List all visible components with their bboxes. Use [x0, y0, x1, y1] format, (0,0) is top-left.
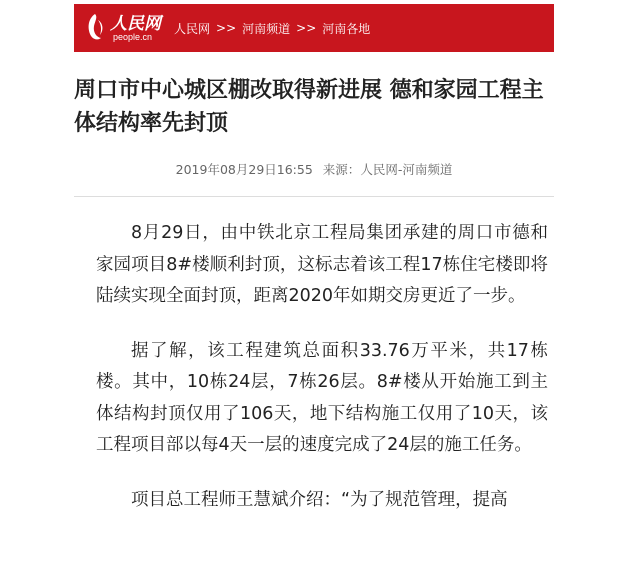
article-meta: [74, 160, 554, 178]
article-paragraph: 据了解，该工程建筑总面积33.76万平米，共17栋楼。其中，10栋24层，7栋26层。8#楼从开始施工到主体结构封顶仅用了106天，地下结构施工仅用了10天，该工程项目部以每4天一层的速度完成了24层的施工任务。: [96, 340, 548, 455]
breadcrumb: [174, 4, 370, 52]
article-title: 周口市中心城区棚改取得新进展 德和家园工程主体结构率先封顶: [74, 78, 544, 136]
breadcrumb-link-people[interactable]: 人民网: [174, 21, 211, 36]
site-header: [74, 4, 554, 52]
logo-name: 人民网: [110, 14, 161, 34]
title-divider: [74, 196, 554, 197]
article-body: [96, 218, 548, 539]
article-source-link[interactable]: 人民网-河南频道: [360, 162, 453, 177]
breadcrumb-separator: >>: [216, 21, 237, 35]
article-source-label: 来源：: [322, 162, 361, 177]
breadcrumb-link-henan-local[interactable]: 河南各地: [322, 21, 371, 36]
logo-domain: people.cn: [113, 32, 153, 42]
article-date: 2019年08月29日16:55: [175, 162, 313, 177]
site-logo[interactable]: [84, 10, 168, 46]
article-paragraph: 8月29日，由中铁北京工程局集团承建的周口市德和家园项目8#楼顺利封顶，这标志着该工程17栋住宅楼即将陆续实现全面封顶，距离2020年如期交房更近了一步。: [96, 223, 548, 306]
article-paragraph: 项目总工程师王慧斌介绍：“为了规范管理，提高: [131, 489, 508, 510]
people-logo-emblem-icon: [84, 12, 106, 42]
breadcrumb-separator: >>: [296, 21, 317, 35]
breadcrumb-link-henan-channel[interactable]: 河南频道: [242, 21, 291, 36]
